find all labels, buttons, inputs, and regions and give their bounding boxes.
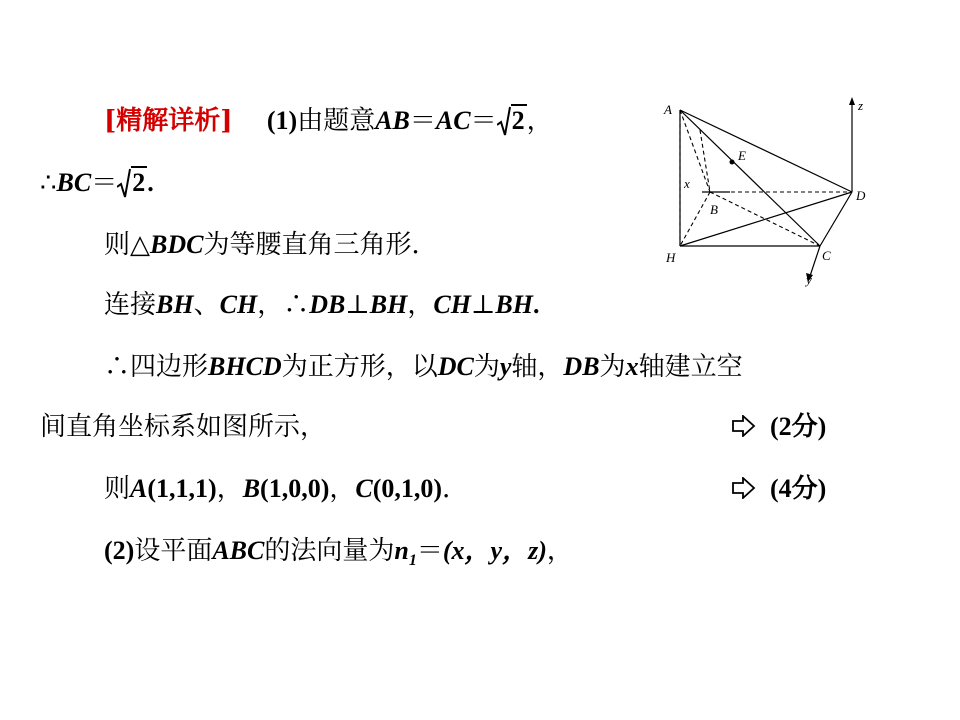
solution-header: [精解详析]: [104, 106, 233, 136]
line-1: [精解详析] (1)由题意AB＝AC＝ 2，: [104, 106, 553, 136]
label-d: D: [856, 188, 866, 203]
label-z: z: [858, 98, 864, 113]
arrow-right-icon: [732, 477, 756, 499]
z-arrow-icon: [849, 97, 855, 105]
line-7: 则A(1,1,1)，B(1,0,0)，C(0,1,0)．: [104, 474, 469, 504]
label-x: x: [684, 176, 690, 191]
line-5: ∴四边形BHCD为正方形，以DC为y轴，DB为x轴建立空: [104, 352, 743, 382]
line-8: (2)设平面ABC的法向量为$n_1=(x$，y，z)，: [104, 536, 573, 570]
edge-extra: [700, 130, 710, 192]
line-4: 连接BH、CH，∴DB⊥BH，CH⊥BH.: [104, 290, 540, 320]
label-a: A: [664, 102, 672, 117]
sqrt-symbol: 2: [497, 104, 527, 138]
line-2: ∴BC＝ 2.: [40, 168, 154, 198]
arrow-right-icon: [732, 415, 756, 437]
score-mark-1: (2分): [732, 410, 826, 444]
geometry-figure: [660, 96, 880, 296]
edge-ad: [680, 110, 852, 192]
line-6: 间直角坐标系如图所示，: [40, 412, 327, 442]
point-e: [730, 160, 735, 165]
sqrt-symbol: 2: [117, 166, 147, 200]
line-3: 则△BDC为等腰直角三角形．: [104, 230, 438, 260]
label-e: E: [738, 148, 746, 163]
label-y: y: [806, 272, 812, 287]
label-c: C: [822, 248, 831, 263]
score-mark-2: (4分): [732, 472, 826, 506]
label-h: H: [666, 250, 676, 265]
label-b: B: [710, 202, 718, 217]
edge-ac: [680, 110, 820, 246]
